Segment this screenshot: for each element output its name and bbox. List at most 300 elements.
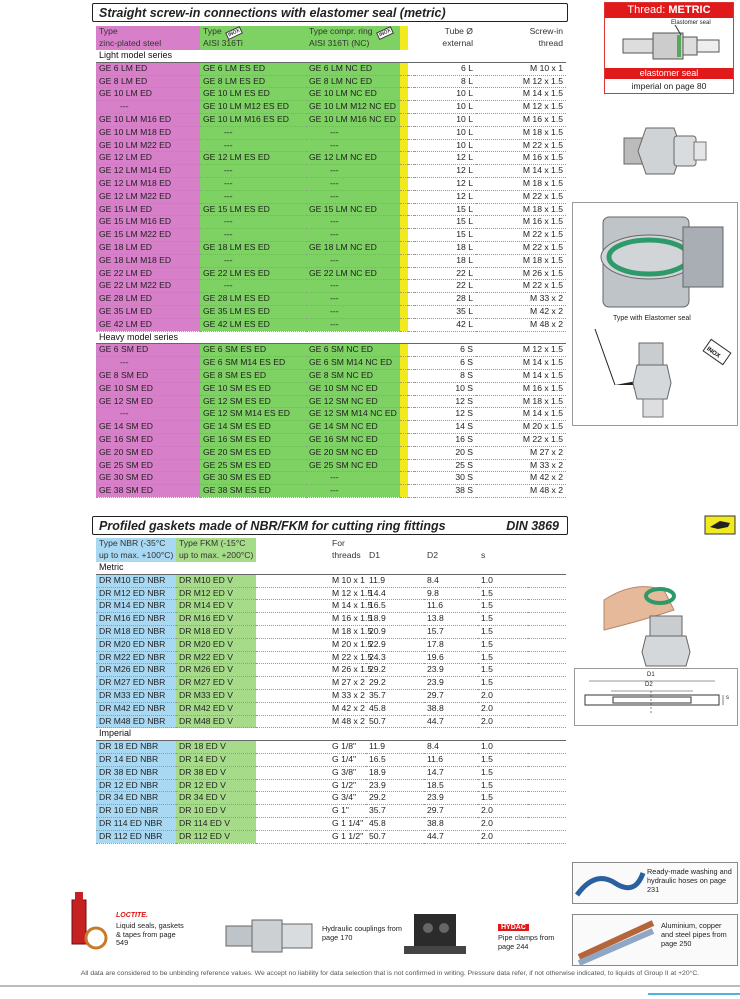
header-d1: D1 xyxy=(369,550,380,561)
type-316-cell: --- xyxy=(200,165,306,178)
nbr-cell: DR M18 ED NBR xyxy=(96,625,176,638)
imperial-note: imperial on page 80 xyxy=(631,81,707,91)
empty-cell xyxy=(528,651,566,664)
yellow-bar xyxy=(400,126,408,139)
yellow-bar xyxy=(400,433,408,446)
nbr-cell: DR 114 ED NBR xyxy=(96,817,176,830)
table-row xyxy=(96,152,566,165)
s-cell: 1.5 xyxy=(478,613,528,626)
d2-cell: 18.5 xyxy=(424,779,478,792)
hydac-text: Pipe clamps from page 244 xyxy=(498,933,555,951)
d2-cell: 44.7 xyxy=(424,715,478,728)
header-nbr-range: up to max. +100°C) xyxy=(96,550,176,562)
thread-cell: M 48 x 2 xyxy=(256,715,366,728)
tube-cell: 25 S xyxy=(414,459,476,472)
empty-cell xyxy=(528,600,566,613)
thread-cell: M 22 x 1.5 xyxy=(476,229,566,242)
thread-cell: G 3/8" xyxy=(256,766,366,779)
nbr-cell: DR M42 ED NBR xyxy=(96,702,176,715)
empty-cell xyxy=(528,613,566,626)
type-nc-cell: GE 10 LM M12 NC ED xyxy=(306,101,400,114)
fkm-cell: DR M10 ED V xyxy=(176,574,256,587)
type-316-cell: GE 12 SM M14 ES ED xyxy=(200,408,306,421)
yellow-bar xyxy=(400,75,408,88)
type-nc-cell: GE 8 LM NC ED xyxy=(306,75,400,88)
table-row xyxy=(96,101,566,114)
table-row xyxy=(96,177,566,190)
table-header-row xyxy=(96,550,566,562)
empty-cell xyxy=(528,830,566,843)
table-row xyxy=(96,113,566,126)
nbr-cell: DR M26 ED NBR xyxy=(96,664,176,677)
promo-couplings[interactable] xyxy=(222,910,402,960)
tube-cell: 6 L xyxy=(414,62,476,75)
thread-cell: M 12 x 1.5 xyxy=(476,75,566,88)
type-316-cell: GE 10 LM ES ED xyxy=(200,88,306,101)
table-row xyxy=(96,62,566,75)
fkm-cell: DR 12 ED V xyxy=(176,779,256,792)
type-steel-cell: GE 10 LM M16 ED xyxy=(96,113,200,126)
s-cell: 1.5 xyxy=(478,638,528,651)
thread-cell: M 18 x 1.5 xyxy=(476,254,566,267)
d1-cell: 50.7 xyxy=(366,715,424,728)
yellow-bar xyxy=(400,382,408,395)
thread-cell: G 1/4" xyxy=(256,753,366,766)
table-row xyxy=(96,293,566,306)
thread-cell: M 14 x 1.5 xyxy=(476,88,566,101)
tube-cell: 16 S xyxy=(414,433,476,446)
nbr-cell: DR 10 ED NBR xyxy=(96,805,176,818)
yellow-bar xyxy=(400,344,408,357)
fkm-cell: DR M42 ED V xyxy=(176,702,256,715)
table-row xyxy=(96,344,566,357)
fkm-cell: DR 18 ED V xyxy=(176,741,256,754)
thread-cell: M 16 x 1.5 xyxy=(476,113,566,126)
table-row xyxy=(96,625,566,638)
pipe-clamp-icon xyxy=(400,908,472,960)
fkm-cell: DR 112 ED V xyxy=(176,830,256,843)
inox-badge: INOX xyxy=(225,26,243,40)
yellow-bar xyxy=(400,421,408,434)
fkm-cell: DR M14 ED V xyxy=(176,600,256,613)
type-316-cell: GE 35 LM ES ED xyxy=(200,305,306,318)
d1-cell: 18.9 xyxy=(366,766,424,779)
yellow-bar xyxy=(400,26,408,38)
thread-cell: M 14 x 1.5 xyxy=(476,408,566,421)
seal-detail-panel xyxy=(572,202,738,426)
thread-cell: G 1/8" xyxy=(256,741,366,754)
table-row xyxy=(96,715,566,728)
hose-icon xyxy=(575,865,645,901)
d2-cell: 8.4 xyxy=(424,574,478,587)
yellow-bar xyxy=(400,88,408,101)
s-cell: 1.5 xyxy=(478,587,528,600)
type-steel-cell: GE 12 LM ED xyxy=(96,152,200,165)
header-threads: threads xyxy=(332,550,361,561)
d1-cell: 45.8 xyxy=(366,817,424,830)
type-316-cell: GE 6 LM ES ED xyxy=(200,62,306,75)
table-row xyxy=(96,216,566,229)
table-row xyxy=(96,165,566,178)
table-row xyxy=(96,638,566,651)
tube-cell: 12 L xyxy=(414,190,476,203)
type-nc-cell: --- xyxy=(306,280,400,293)
nbr-cell: DR M20 ED NBR xyxy=(96,638,176,651)
type-steel-cell: GE 22 LM ED xyxy=(96,267,200,280)
thread-cell: M 10 x 1 xyxy=(476,62,566,75)
table-row xyxy=(96,677,566,690)
header-type-nc: Type compr. ring INOX xyxy=(306,26,400,38)
header-for: For xyxy=(332,538,345,549)
tube-cell: 10 L xyxy=(414,113,476,126)
type-nc-cell: --- xyxy=(306,318,400,331)
yellow-bar xyxy=(400,38,408,50)
header-material-316: AISI 316Ti xyxy=(200,38,306,50)
type-316-cell: --- xyxy=(200,177,306,190)
thread-cell: M 18 x 1.5 xyxy=(476,126,566,139)
type-316-cell: --- xyxy=(200,190,306,203)
thread-cell: M 42 x 2 xyxy=(476,472,566,485)
d2-cell: 23.9 xyxy=(424,664,478,677)
type-steel-cell: --- xyxy=(96,101,200,114)
empty-cell xyxy=(528,625,566,638)
thread-cell: M 12 x 1.5 xyxy=(256,587,366,600)
table-row xyxy=(96,472,566,485)
thread-cell: M 16 x 1.5 xyxy=(476,382,566,395)
promo-hydac[interactable] xyxy=(400,908,564,960)
type-nc-cell: --- xyxy=(306,177,400,190)
type-nc-cell: --- xyxy=(306,165,400,178)
nbr-cell: DR M16 ED NBR xyxy=(96,613,176,626)
nbr-cell: DR M10 ED NBR xyxy=(96,574,176,587)
section-header-row xyxy=(96,50,566,62)
section-label: Imperial xyxy=(96,728,566,741)
table-row xyxy=(96,382,566,395)
type-316-cell: GE 20 SM ES ED xyxy=(200,446,306,459)
type-316-cell: GE 12 LM ES ED xyxy=(200,152,306,165)
elastomer-seal-caption: Elastomer seal xyxy=(671,20,711,26)
nbr-cell: DR M33 ED NBR xyxy=(96,689,176,702)
table-row xyxy=(96,613,566,626)
d1-cell: 18.9 xyxy=(366,613,424,626)
fkm-cell: DR 38 ED V xyxy=(176,766,256,779)
table-row xyxy=(96,459,566,472)
type-316-cell: GE 10 LM M12 ES ED xyxy=(200,101,306,114)
d2-cell: 17.8 xyxy=(424,638,478,651)
tube-cell: 10 S xyxy=(414,382,476,395)
table-row xyxy=(96,280,566,293)
yellow-bar xyxy=(400,101,408,114)
type-nc-cell: GE 18 LM NC ED xyxy=(306,241,400,254)
yellow-bar xyxy=(400,357,408,370)
nbr-cell: DR 112 ED NBR xyxy=(96,830,176,843)
table-header-row xyxy=(96,538,566,550)
type-316-cell: GE 10 LM M16 ES ED xyxy=(200,113,306,126)
yellow-bar xyxy=(400,305,408,318)
table-row xyxy=(96,357,566,370)
type-steel-cell: GE 12 LM M22 ED xyxy=(96,190,200,203)
thread-cell: M 27 x 2 xyxy=(476,446,566,459)
fitting-drawing-icon xyxy=(615,23,725,67)
table-row xyxy=(96,305,566,318)
type-nc-cell: --- xyxy=(306,305,400,318)
din-label: DIN 3869 xyxy=(506,519,559,533)
tube-cell: 6 S xyxy=(414,344,476,357)
type-316-cell: GE 38 SM ES ED xyxy=(200,485,306,498)
header-tube: Tube Ø xyxy=(444,26,473,37)
type-316-cell: GE 42 LM ES ED xyxy=(200,318,306,331)
nbr-cell: DR M14 ED NBR xyxy=(96,600,176,613)
table-row xyxy=(96,779,566,792)
thread-cell: M 20 x 1.5 xyxy=(476,421,566,434)
table-row xyxy=(96,753,566,766)
header-fkm-range: up to max. +200°C) xyxy=(176,550,256,562)
thread-cell: M 12 x 1.5 xyxy=(476,101,566,114)
thread-cell: M 22 x 1.5 xyxy=(476,241,566,254)
header-nbr: Type NBR (-35°C xyxy=(96,538,176,550)
nbr-cell: DR M12 ED NBR xyxy=(96,587,176,600)
gasket-cross-section-icon xyxy=(575,669,737,725)
type-nc-cell: --- xyxy=(306,139,400,152)
header-d2: D2 xyxy=(427,550,438,561)
table-row xyxy=(96,267,566,280)
type-316-cell: GE 10 SM ES ED xyxy=(200,382,306,395)
table-row xyxy=(96,190,566,203)
section2-title-text: Profiled gaskets made of NBR/FKM for cutting ring fittings xyxy=(99,519,446,533)
empty-cell xyxy=(366,538,424,550)
s-cell: 2.0 xyxy=(478,830,528,843)
d2-cell: 9.8 xyxy=(424,587,478,600)
s-cell: 1.5 xyxy=(478,792,528,805)
empty-cell xyxy=(528,753,566,766)
fkm-cell: DR 34 ED V xyxy=(176,792,256,805)
hoses-text: Ready-made washing and hydraulic hoses on page 231 xyxy=(647,867,732,894)
thread-cell: M 42 x 2 xyxy=(256,702,366,715)
type-nc-cell: --- xyxy=(306,216,400,229)
promo-pipes[interactable] xyxy=(572,914,738,966)
type-steel-cell: GE 15 LM M22 ED xyxy=(96,229,200,242)
table-row xyxy=(96,817,566,830)
type-steel-cell: GE 18 LM ED xyxy=(96,241,200,254)
empty-cell xyxy=(528,677,566,690)
yellow-bar xyxy=(400,293,408,306)
table-row xyxy=(96,229,566,242)
tube-cell: 20 S xyxy=(414,446,476,459)
type-316-cell: GE 18 LM ES ED xyxy=(200,241,306,254)
yellow-bar xyxy=(400,139,408,152)
tube-cell: 22 L xyxy=(414,280,476,293)
table-row xyxy=(96,75,566,88)
fkm-cell: DR M26 ED V xyxy=(176,664,256,677)
d1-cell: 22.9 xyxy=(366,638,424,651)
table-row xyxy=(96,369,566,382)
section-label: Metric xyxy=(96,562,566,574)
fkm-cell: DR M33 ED V xyxy=(176,689,256,702)
table-row xyxy=(96,792,566,805)
inox-badge: INOX xyxy=(376,26,394,40)
d2-cell: 19.6 xyxy=(424,651,478,664)
yellow-bar xyxy=(400,472,408,485)
d1-cell: 16.5 xyxy=(366,600,424,613)
s-label: s xyxy=(726,695,729,701)
type-nc-cell: GE 20 SM NC ED xyxy=(306,446,400,459)
empty-cell xyxy=(528,779,566,792)
type-steel-cell: GE 25 SM ED xyxy=(96,459,200,472)
type-nc-cell: GE 6 SM M14 NC ED xyxy=(306,357,400,370)
elastomer-seal-band: elastomer seal xyxy=(605,68,733,79)
promo-hoses[interactable] xyxy=(572,862,738,904)
thread-cell: M 33 x 2 xyxy=(256,689,366,702)
nbr-cell: DR 12 ED NBR xyxy=(96,779,176,792)
yellow-bar xyxy=(400,190,408,203)
tube-cell: 15 L xyxy=(414,229,476,242)
type-316-cell: GE 15 LM ES ED xyxy=(200,203,306,216)
tube-cell: 15 L xyxy=(414,203,476,216)
yellow-bar xyxy=(400,229,408,242)
header-s: s xyxy=(481,550,486,561)
d1-cell: 20.9 xyxy=(366,625,424,638)
type-steel-cell: GE 22 LM M22 ED xyxy=(96,280,200,293)
s-cell: 2.0 xyxy=(478,715,528,728)
d2-cell: 29.7 xyxy=(424,689,478,702)
thread-cell: M 14 x 1.5 xyxy=(476,165,566,178)
type-steel-cell: GE 12 LM M18 ED xyxy=(96,177,200,190)
header-fkm: Type FKM (-15°C xyxy=(176,538,256,550)
thread-cell: M 22 x 1.5 xyxy=(476,190,566,203)
type-nc-cell: GE 12 LM NC ED xyxy=(306,152,400,165)
type-316-cell: GE 8 SM ES ED xyxy=(200,369,306,382)
type-nc-cell: GE 15 LM NC ED xyxy=(306,203,400,216)
type-steel-cell: GE 14 SM ED xyxy=(96,421,200,434)
yellow-bar xyxy=(400,408,408,421)
d1-cell: 11.9 xyxy=(366,741,424,754)
type-316-cell: GE 22 LM ES ED xyxy=(200,267,306,280)
type-nc-cell: --- xyxy=(306,472,400,485)
type-nc-cell: GE 10 SM NC ED xyxy=(306,382,400,395)
type-steel-cell: GE 8 SM ED xyxy=(96,369,200,382)
fkm-cell: DR M20 ED V xyxy=(176,638,256,651)
fitting-photo-icon xyxy=(616,110,708,192)
yellow-bar xyxy=(400,267,408,280)
yellow-bar xyxy=(400,177,408,190)
type-steel-cell: GE 12 SM ED xyxy=(96,395,200,408)
thread-cell: M 27 x 2 xyxy=(256,677,366,690)
fkm-cell: DR M12 ED V xyxy=(176,587,256,600)
table-row xyxy=(96,485,566,498)
thread-cell: M 22 x 1.5 xyxy=(256,651,366,664)
tube-cell: 15 L xyxy=(414,216,476,229)
type-316-cell: --- xyxy=(200,126,306,139)
thread-cell: M 18 x 1.5 xyxy=(476,177,566,190)
d1-cell: 29.2 xyxy=(366,677,424,690)
promo-loctite[interactable] xyxy=(62,890,184,954)
section2-title xyxy=(92,516,568,535)
d2-cell: 15.7 xyxy=(424,625,478,638)
thread-cell: M 18 x 1.5 xyxy=(256,625,366,638)
s-cell: 1.0 xyxy=(478,741,528,754)
coupling-icon xyxy=(222,910,318,960)
table-row xyxy=(96,664,566,677)
table-row xyxy=(96,766,566,779)
s-cell: 1.5 xyxy=(478,600,528,613)
type-steel-cell: GE 10 SM ED xyxy=(96,382,200,395)
section-label: Heavy model series xyxy=(96,331,566,344)
type-steel-cell: GE 18 LM M18 ED xyxy=(96,254,200,267)
yellow-bar xyxy=(400,165,408,178)
footer-rule xyxy=(0,985,740,987)
type-316-cell: GE 25 SM ES ED xyxy=(200,459,306,472)
type-nc-cell: GE 6 LM NC ED xyxy=(306,62,400,75)
thread-cell: M 14 x 1.5 xyxy=(476,369,566,382)
type-nc-cell: --- xyxy=(306,293,400,306)
thread-cell: M 12 x 1.5 xyxy=(476,344,566,357)
pipes-text: Aluminium, copper and steel pipes from page 250 xyxy=(661,921,727,948)
nbr-cell: DR 18 ED NBR xyxy=(96,741,176,754)
type-nc-cell: GE 16 SM NC ED xyxy=(306,433,400,446)
type-nc-cell: GE 6 SM NC ED xyxy=(306,344,400,357)
thread-cell: M 33 x 2 xyxy=(476,293,566,306)
elastomer-fitting-icon xyxy=(593,325,733,421)
d1-label: D1 xyxy=(647,672,655,678)
s-cell: 1.5 xyxy=(478,677,528,690)
d1-cell: 24.3 xyxy=(366,651,424,664)
type-steel-cell: GE 15 LM M16 ED xyxy=(96,216,200,229)
type-steel-cell: GE 35 LM ED xyxy=(96,305,200,318)
type-316-cell: --- xyxy=(200,254,306,267)
type-316-cell: --- xyxy=(200,229,306,242)
type-steel-cell: GE 42 LM ED xyxy=(96,318,200,331)
gaskets-table xyxy=(96,538,566,844)
type-nc-cell: --- xyxy=(306,229,400,242)
d2-cell: 44.7 xyxy=(424,830,478,843)
type-nc-cell: --- xyxy=(306,126,400,139)
d1-cell: 35.7 xyxy=(366,689,424,702)
gasket-tool-icon xyxy=(704,515,736,535)
thread-cell: M 10 x 1 xyxy=(256,574,366,587)
d2-cell: 23.9 xyxy=(424,677,478,690)
header-type-steel: Type xyxy=(96,26,200,38)
thread-cell: M 22 x 1.5 xyxy=(476,139,566,152)
tube-cell: 10 L xyxy=(414,101,476,114)
thread-cell: M 18 x 1.5 xyxy=(476,203,566,216)
tube-cell: 18 L xyxy=(414,254,476,267)
s-cell: 1.5 xyxy=(478,625,528,638)
table-header-row xyxy=(96,26,566,38)
type-steel-cell: GE 10 LM M22 ED xyxy=(96,139,200,152)
type-steel-cell: GE 30 SM ED xyxy=(96,472,200,485)
empty-cell xyxy=(528,587,566,600)
table-row xyxy=(96,689,566,702)
nbr-cell: DR M48 ED NBR xyxy=(96,715,176,728)
type-nc-cell: GE 14 SM NC ED xyxy=(306,421,400,434)
d2-label: D2 xyxy=(645,682,653,688)
table-row xyxy=(96,318,566,331)
nbr-cell: DR M27 ED NBR xyxy=(96,677,176,690)
table-row xyxy=(96,254,566,267)
tube-cell: 22 L xyxy=(414,267,476,280)
table-row xyxy=(96,702,566,715)
connections-table xyxy=(96,26,566,498)
tube-cell: 10 L xyxy=(414,88,476,101)
tube-cell: 14 S xyxy=(414,421,476,434)
s-cell: 1.5 xyxy=(478,766,528,779)
d2-cell: 11.6 xyxy=(424,600,478,613)
thread-cell: M 26 x 1.5 xyxy=(476,267,566,280)
empty-cell xyxy=(528,817,566,830)
yellow-bar xyxy=(400,395,408,408)
header-material-nc: AISI 316Ti (NC) xyxy=(306,38,400,50)
nbr-cell: DR 38 ED NBR xyxy=(96,766,176,779)
